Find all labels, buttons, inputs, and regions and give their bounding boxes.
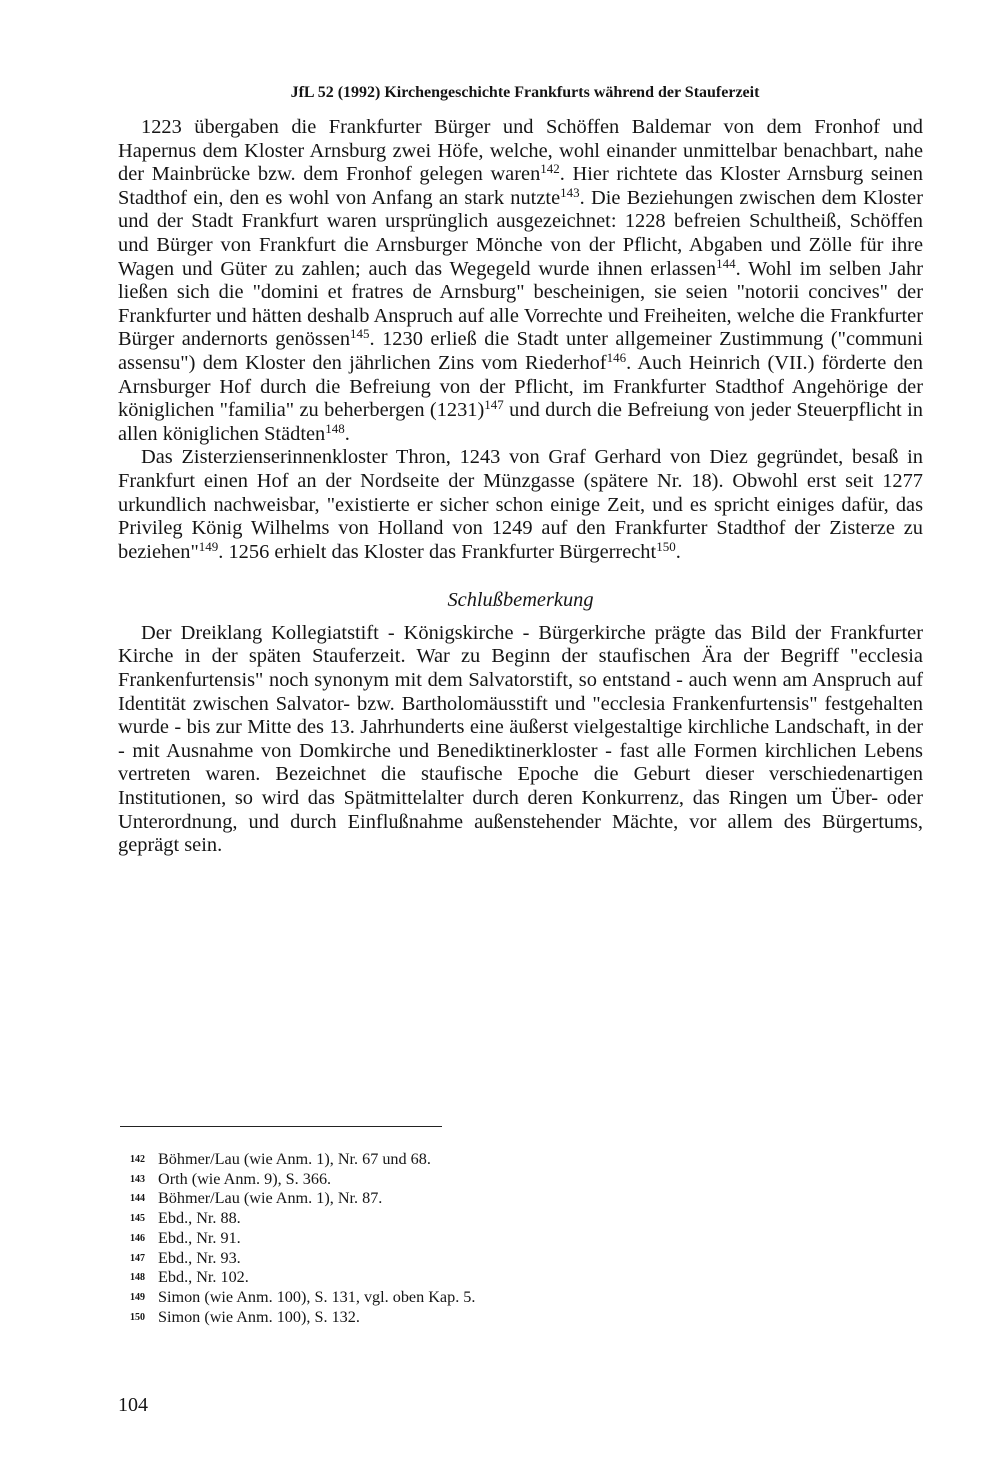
text-run: . Wohl im selben Jahr ließen sich die "domini et fratres de Arnsburg" bescheinigen, sie seien "notorii concives" der Frankfurter und hätten deshalb Anspruch auf alle Vorrechte und Freiheiten, welche die Frankfurter Bürger andernorts genössen — [118, 257, 923, 351]
text-run: . Hier richtete das Kloster Arnsburg seinen Stadthof ein, den es wohl von Anfang an stark nutzte — [118, 163, 923, 209]
body-paragraph — [118, 446, 923, 564]
footnote-text: Simon (wie Anm. 100), S. 132. — [158, 1307, 360, 1326]
footnote-text: Ebd., Nr. 93. — [158, 1248, 241, 1267]
footnote-text: Böhmer/Lau (wie Anm. 1), Nr. 87. — [158, 1189, 383, 1208]
footnote-marker[interactable]: 143 — [560, 184, 580, 200]
footnote-number: 149 — [130, 1291, 145, 1303]
text-run: . — [675, 540, 681, 563]
footnote-item — [130, 1249, 730, 1269]
footnote-marker[interactable]: 142 — [540, 161, 560, 177]
footnote-item — [130, 1308, 730, 1328]
footnote-marker[interactable]: 148 — [325, 420, 345, 436]
footnote-item — [130, 1288, 730, 1308]
text-run: . 1256 erhielt das Kloster das Frankfurter Bürgerrecht — [218, 540, 657, 563]
paragraph-group — [118, 116, 923, 564]
footnote-item — [130, 1229, 730, 1249]
text-run: . — [344, 422, 350, 445]
footnote-number: 150 — [130, 1311, 145, 1323]
text-run: 1223 übergaben die Frankfurter Bürger und Schöffen Baldemar von dem Fronhof und Hapernus dem Kloster Arnsburg zwei Höfe, welche, wohl einander unmittelbar benachbart, nahe der Mainbrücke bzw. dem Fronhof gelegen waren — [118, 116, 923, 186]
closing-paragraph: Der Dreiklang Kollegiatstift - Königskirche - Bürgerkirche prägte das Bild der Frankfurter Kirche in der späten Stauferzeit. War zu Beginn der staufischen Ära der Begriff "ecclesia Frankenfurtensis" noch synonym mit dem Salvatorstift, so entstand - auch wenn am Anspruch auf Identität zwischen Salvator- bzw. Bartholomäusstift und "ecclesia Frankenfurtensis" festgehalten wurde - bis zur Mitte des 13. Jahrhunderts eine äußerst vielgestaltige kirchliche Landschaft, in der - mit Ausnahme von Domkirche und Benediktinerkloster - fast alle Formen kirchlichen Lebens vertreten waren. Bezeichnet die staufische Epoche die Geburt dieser verschiedenartigen Institutionen, so wird das Spätmittelalter durch deren Konkurrenz, das Ringen um Über- oder Unterordnung, und durch Einflußnahme außenstehender Mächte, vor allem des Bürgertums, geprägt sein. — [118, 621, 923, 857]
text-run: und durch die Befreiung von jeder Steuerpflicht in allen königlichen Städten — [118, 399, 923, 445]
footnote-number: 146 — [130, 1232, 145, 1244]
footnote-text: Ebd., Nr. 91. — [158, 1228, 241, 1247]
text-run: . Auch Heinrich (VII.) förderte den Arnsburger Hof durch die Befreiung von der Pflicht, im Frankfurter Stadthof Angehörige der königlichen "familia" zu beherbergen (1231) — [118, 351, 923, 422]
body-paragraph — [118, 116, 923, 446]
footnote-number: 144 — [130, 1193, 145, 1205]
page-number: 104 — [118, 1394, 148, 1416]
footnote-text: Ebd., Nr. 88. — [158, 1209, 241, 1228]
footnote-number: 145 — [130, 1213, 145, 1225]
footnote-item — [130, 1189, 730, 1209]
footnote-divider — [120, 1126, 442, 1127]
footnote-text: Orth (wie Anm. 9), S. 366. — [158, 1169, 332, 1188]
footnote-item — [130, 1150, 730, 1170]
footnote-item — [130, 1268, 730, 1288]
text-run: . Die Beziehungen zwischen dem Kloster und der Stadt Frankfurt waren ursprünglich ausgezeichnet: 1228 befreien Schultheiß, Schöffen und Bürger von Frankfurt die Arnsburger Mönche von der Pflicht, Abgaben und Zölle für ihre Wagen und Güter zu zahlen; auch das Wegegeld wurde ihnen erlassen — [118, 186, 923, 280]
footnote-marker[interactable]: 147 — [484, 397, 504, 413]
footnote-marker[interactable]: 144 — [716, 255, 736, 271]
footnote-number: 148 — [130, 1272, 145, 1284]
body-text — [118, 116, 923, 858]
text-run: . 1230 erließ die Stadt unter allgemeiner Zustimmung ("communi assensu") dem Kloster den jährlichen Zins vom Riederhof — [118, 328, 923, 374]
footnote-item — [130, 1170, 730, 1190]
footnote-list — [130, 1150, 730, 1327]
footnote-text: Simon (wie Anm. 100), S. 131, vgl. oben Kap. 5. — [158, 1287, 476, 1306]
footnote-marker[interactable]: 150 — [656, 538, 676, 554]
footnote-number: 143 — [130, 1173, 145, 1185]
footnote-number: 142 — [130, 1154, 145, 1165]
footnote-item — [130, 1209, 730, 1229]
footnote-number: 147 — [130, 1252, 145, 1264]
section-title: Schlußbemerkung — [447, 589, 594, 612]
footnote-text: Ebd., Nr. 102. — [158, 1268, 249, 1287]
footnote-marker[interactable]: 145 — [350, 326, 370, 342]
footnote-marker[interactable]: 146 — [606, 349, 627, 365]
footnote-text: Böhmer/Lau (wie Anm. 1), Nr. 67 und 68. — [158, 1150, 431, 1168]
footnote-marker[interactable]: 149 — [198, 538, 219, 554]
text-run: Das Zisterzienserinnenkloster Thron, 1243 von Graf Gerhard von Diez gegründet, besaß in Frankfurt einen Hof an der Nordseite der Münzgasse (spätere Nr. 18). Obwohl erst seit 1277 urkundlich nachweisbar, "existierte er sicher schon einige Zeit, und es spricht einiges dafür, das Privileg König Wilhelms von Holland von 1249 auf den Frankfurter Stadthof der Zisterze zu beziehen" — [118, 446, 923, 563]
running-head: JfL 52 (1992) Kirchengeschichte Frankfurts während der Stauferzeit — [290, 84, 760, 101]
